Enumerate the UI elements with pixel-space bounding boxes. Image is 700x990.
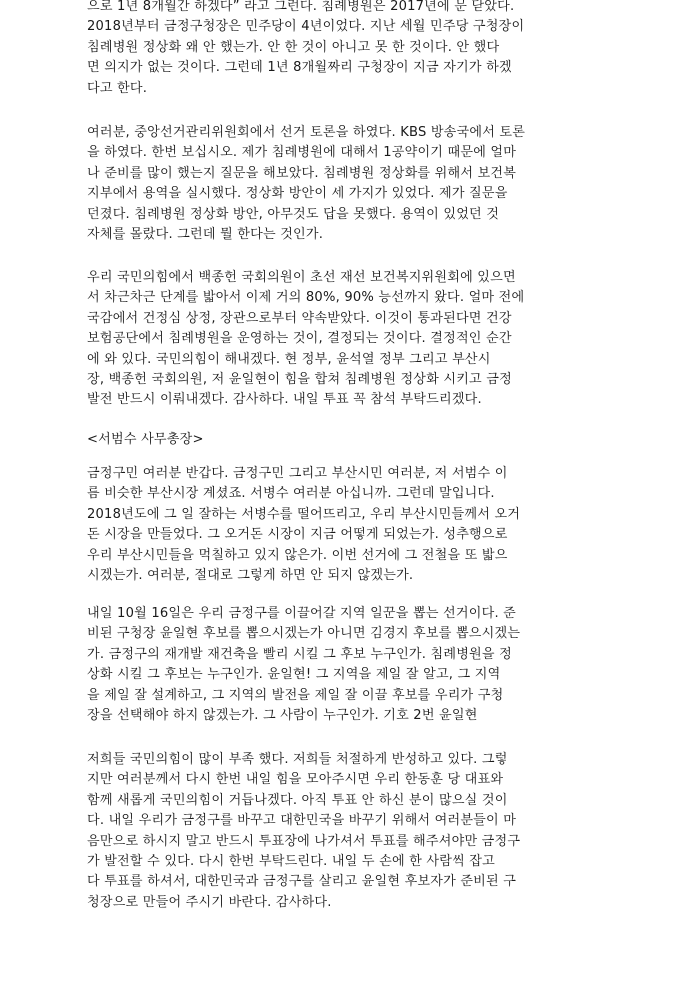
paragraph-line: 돈 시장을 만들었다. 그 오거돈 시장이 지금 어떻게 되었는가. 성추행으로	[87, 527, 508, 543]
paragraph-line: 가. 금정구의 재개발 재건축을 빨리 시킬 그 후보 누구인가. 침례병원을 정	[87, 646, 512, 662]
paragraph-line: 면 의지가 없는 것이다. 그런데 1년 8개월짜리 구청장이 지금 자기가 하겠	[87, 60, 512, 76]
paragraph-line: 저희들 국민의힘이 많이 부족 했다. 저희들 처절하게 반성하고 있다. 그렇	[87, 752, 508, 767]
paragraph-line: 을 하였다. 한번 보십시오. 제가 침례병원에 대해서 1공약이기 때문에 얼마	[87, 145, 517, 161]
paragraph-line: 함께 새롭게 국민의힘이 거듭나겠다. 아직 투표 안 하신 분이 많으실 것이	[87, 792, 508, 808]
paragraph-line: 국감에서 건정심 상정, 장관으로부터 약속받았다. 이것이 통과된다면 건강	[87, 310, 512, 326]
speaker-heading: <서범수 사무총장>	[87, 432, 204, 447]
paragraph-1	[87, 0, 617, 99]
paragraph-line: 다 투표를 하셔서, 대한민국과 금정구를 살리고 윤일현 후보자가 준비된 구	[87, 874, 517, 890]
paragraph-6	[87, 750, 617, 913]
paragraph-4	[87, 464, 617, 586]
paragraph-line: 비된 구청장 윤일현 후보를 뽑으시겠는가 아니면 김경지 후보를 뽑으시겠는	[87, 626, 521, 642]
paragraph-line: 장을 선택해야 하지 않겠는가. 그 사람이 누구인가. 기호 2번 윤일현	[87, 708, 478, 724]
paragraph-line: 장, 백종헌 국회의원, 저 윤일현이 힘을 합쳐 침례병원 정상화 시키고 금정	[87, 372, 512, 388]
paragraph-line: 금정구민 여러분 반갑다. 금정구민 그리고 부산시민 여러분, 저 서범수 이	[87, 466, 508, 481]
paragraph-line: 2018년도에 그 일 잘하는 서병수를 떨어뜨리고, 우리 부산시민들께서 오거	[87, 506, 521, 522]
paragraph-line: 내일 10월 16일은 우리 금정구를 이끌어갈 지역 일꾼을 뽑는 선거이다. 준	[87, 606, 517, 621]
paragraph-line: 나 준비를 많이 했는지 질문을 해보았다. 침례병원 정상화를 위해서 보건복	[87, 165, 517, 181]
paragraph-line: 지만 여러분께서 다시 한번 내일 힘을 모아주시면 우리 한동훈 당 대표와	[87, 772, 504, 788]
paragraph-line: 던졌다. 침례병원 정상화 방안, 아무것도 답을 못했다. 용역이 있었던 것	[87, 206, 500, 222]
paragraph-line: 을 제일 잘 설계하고, 그 지역의 발전을 제일 잘 이끌 후보를 우리가 구청	[87, 687, 504, 703]
paragraph-line: 에 와 있다. 국민의힘이 해내겠다. 현 정부, 윤석열 정부 그리고 부산시	[87, 351, 491, 367]
paragraph-line: 침례병원 정상화 왜 안 했는가. 안 한 것이 아니고 못 한 것이다. 안 했다	[87, 39, 500, 55]
paragraph-line: 다고 한다.	[87, 80, 148, 96]
paragraph-line: 음만으로 하시지 말고 반드시 투표장에 나가셔서 투표를 해주셔야만 금정구	[87, 833, 521, 849]
paragraph-line: 발전 반드시 이뤄내겠다. 감사하다. 내일 투표 꼭 참석 부탁드리겠다.	[87, 392, 482, 408]
paragraph-5	[87, 604, 617, 726]
paragraph-line: 여러분, 중앙선거관리위원회에서 선거 토론을 하였다. KBS 방송국에서 토론	[87, 125, 526, 140]
paragraph-line: 시겠는가. 여러분, 절대로 그렇게 하면 안 되지 않겠는가.	[87, 568, 414, 584]
paragraph-line: 2018년부터 금정구청장은 민주당이 4년이었다. 지난 세월 민주당 구청장이	[87, 19, 525, 35]
paragraph-line: 우리 부산시민들을 먹칠하고 있지 않은가. 이번 선거에 그 전철을 또 밟으	[87, 547, 508, 563]
paragraph-line: 으로 1년 8개월간 하겠다” 라고 그런다. 침례병원은 2017년에 문 닫았다.	[87, 0, 515, 14]
paragraph-line: 보험공단에서 침례병원을 운영하는 것이, 결정되는 것이다. 결정적인 순간	[87, 331, 512, 347]
paragraph-2	[87, 123, 617, 245]
paragraph-line: 자체를 몰랐다. 그런데 뭘 한다는 것인가.	[87, 227, 324, 243]
paragraph-line: 청장으로 만들어 주시기 바란다. 감사하다.	[87, 894, 332, 910]
paragraph-line: 상화 시킬 그 후보는 누구인가. 윤일현! 그 지역을 제일 잘 알고, 그 지역	[87, 667, 501, 683]
paragraph-line: 다. 내일 우리가 금정구를 바꾸고 대한민국을 바꾸기 위해서 여러분들이 마	[87, 813, 517, 829]
paragraph-line: 지부에서 용역을 실시했다. 정상화 방안이 세 가지가 있었다. 제가 질문을	[87, 186, 508, 202]
paragraph-3	[87, 268, 617, 411]
paragraph-line: 서 차근차근 단계를 밟아서 이제 거의 80%, 90% 능선까지 왔다. 얼마 전에	[87, 290, 525, 306]
paragraph-line: 우리 국민의힘에서 백종헌 국회의원이 초선 재선 보건복지위원회에 있으면	[87, 270, 516, 285]
paragraph-line: 름 비슷한 부산시장 계셨죠. 서병수 여러분 아십니까. 그런데 말입니다.	[87, 486, 495, 502]
paragraph-line: 가 발전할 수 있다. 다시 한번 부탁드린다. 내일 두 손에 한 사람씩 잡고	[87, 854, 495, 870]
